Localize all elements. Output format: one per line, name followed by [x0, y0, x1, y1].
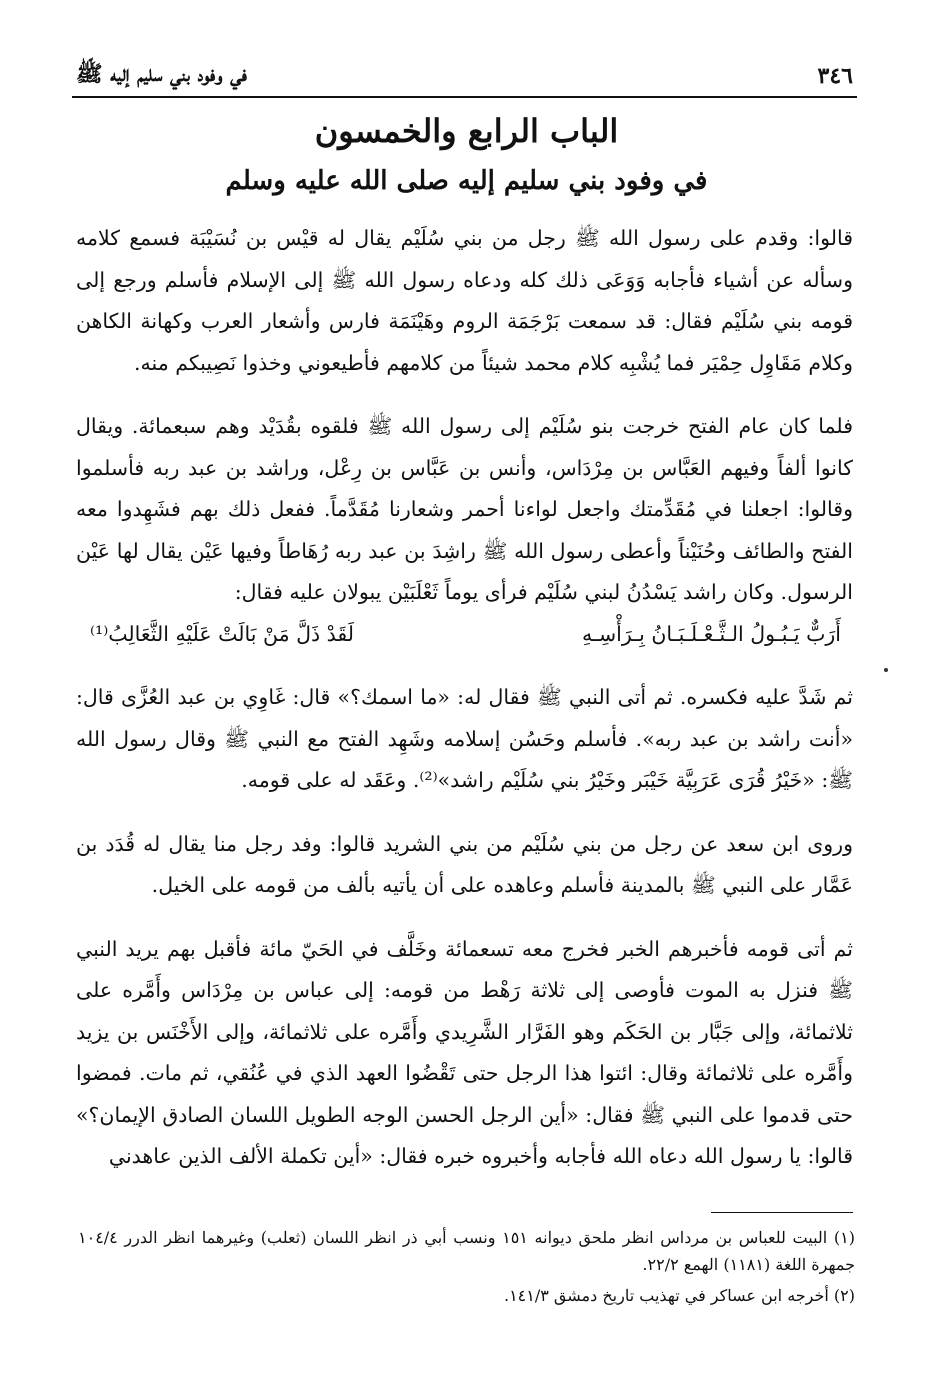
running-title: في وفود بني سليم إليه ﷺ — [76, 61, 247, 87]
footnote: (٢) أخرجه ابن عساكر في تهذيب تاريخ دمشق ١٤١/٣. — [503, 1286, 855, 1305]
running-header — [76, 56, 853, 96]
page-number: ٣٤٦ — [817, 63, 853, 89]
paragraph: قالوا: وقدم على رسول الله ﷺ رجل من بني سُلَيْم يقال له قيْس بن نُسَيْبَة فسمع كلامه وسأله عن أشياء فأجابه وَوَعَى ذلك كله ودعاه رسول الله ﷺ إلى الإسلام فأسلم ورجع إلى قومه بني سُلَيْم فقال: قد سمعت بَرْجَمَة الروم وهَيْنَمَة فارس وأشعار العرب وكهانة الكاهن وكلام مَقَاوِل حِمْيَر فما يُشْبِه كلام محمد شيئاً من كلامهم فأطيعوني وخذوا نَصِيبكم منه. — [76, 226, 853, 375]
header-rule — [72, 96, 857, 98]
footnote: (١) البيت للعباس بن مرداس انظر ملحق ديوانه ١٥١ ونسب أبي ذر انظر اللسان (ثعلب) وغيرهما انظر الدرر ١٠٤/٤ جمهرة اللغة (١١٨١) الهمع ٢٢/٢. — [78, 1228, 855, 1274]
paragraph: وروى ابن سعد عن رجل من بني سُلَيْم من بني الشريد قالوا: وفد رجل منا يقال له قُدَد بن عَمَّار على النبي ﷺ بالمدينة فأسلم وعاهده على أن يأتيه بألف من قومه على الخيل. — [76, 831, 853, 897]
poetry-verse — [76, 614, 853, 656]
chapter-title: الباب الرابع والخمسون — [314, 112, 619, 150]
verse-second-hemistich: لَقَدْ ذَلَّ مَنْ بَالَتْ عَلَيْهِ الثَّعَالِبُ⁽¹⁾ — [90, 621, 355, 646]
footnote-rule — [711, 1212, 853, 1213]
chapter-subtitle: في وفود بني سليم إليه صلى الله عليه وسلم — [225, 166, 708, 196]
margin-dot — [884, 668, 888, 672]
footnotes — [78, 1224, 855, 1313]
paragraph: ثم شَدَّ عليه فكسره. ثم أتى النبي ﷺ فقال له: «ما اسمك؟» قال: غَاوِي بن عبد العُزَّى قال: «أنت راشد بن عبد ربه». فأسلم وحَسُن إسلامه وشَهِد الفتح مع النبي ﷺ وقال رسول الله ﷺ: «خَيْرُ قُرَى عَرَبِيَّة خَيْبَر وخَيْرُ بني سُلَيْم راشد»⁽²⁾. وعَقَد له على قومه. — [76, 685, 853, 792]
verse-first-hemistich: أَرَبٌّ يَـبُـولُ الـثَّـعْـلَـبَـانُ بِـرَأْسِـهِ — [581, 621, 841, 646]
paragraph: فلما كان عام الفتح خرجت بنو سُلَيْم إلى رسول الله ﷺ فلقوه بقُدَيْد وهم سبعمائة. ويقال كانوا ألفاً وفيهم العَبَّاس بن مِرْدَاس، وأنس بن عَبَّاس بن رِعْل، وراشد بن عبد ربه فأسلموا وقالوا: اجعلنا في مُقَدِّمتك واجعل لواءنا أحمر وشعارنا مُقَدَّماً. ففعل ذلك بهم فشَهِدوا معه الفتح والطائف وحُنَيْناً وأعطى رسول الله ﷺ راشِدَ بن عبد ربه رُهَاطاً وفيها عَيْن يقال لها عَيْن الرسول. وكان راشد يَسْدُنُ لبني سُلَيْم فرأى يوماً ثَعْلَبَيْن يبولان عليه فقال: — [76, 414, 853, 604]
body-text — [76, 218, 853, 1200]
paragraph: ثم أتى قومه فأخبرهم الخبر فخرج معه تسعمائة وخَلَّف في الحَيّ مائة فأقبل بهم يريد النبي ﷺ فنزل به الموت فأوصى إلى ثلاثة رَهْط من قومه: إلى عباس بن مِرْدَاس وأَمَّره على ثلاثمائة، وإلى جَبَّار بن الحَكَم وهو الفَرَّار الشَّرِيدي وأَمَّره على ثلاثمائة، وإلى الأَخْنَس بن يزيد وأَمَّره على ثلاثمائة وقال: ائتوا هذا الرجل حتى تَقْضُوا العهد الذي في عُنُقي، ثم مات. فمضوا حتى قدموا على النبي ﷺ فقال: «أين الرجل الحسن الوجه الطويل اللسان الصادق الإيمان؟» قالوا: يا رسول الله دعاه الله فأجابه وأخبروه خبره فقال: «أين تكملة الألف الذين عاهدني — [76, 936, 853, 1168]
